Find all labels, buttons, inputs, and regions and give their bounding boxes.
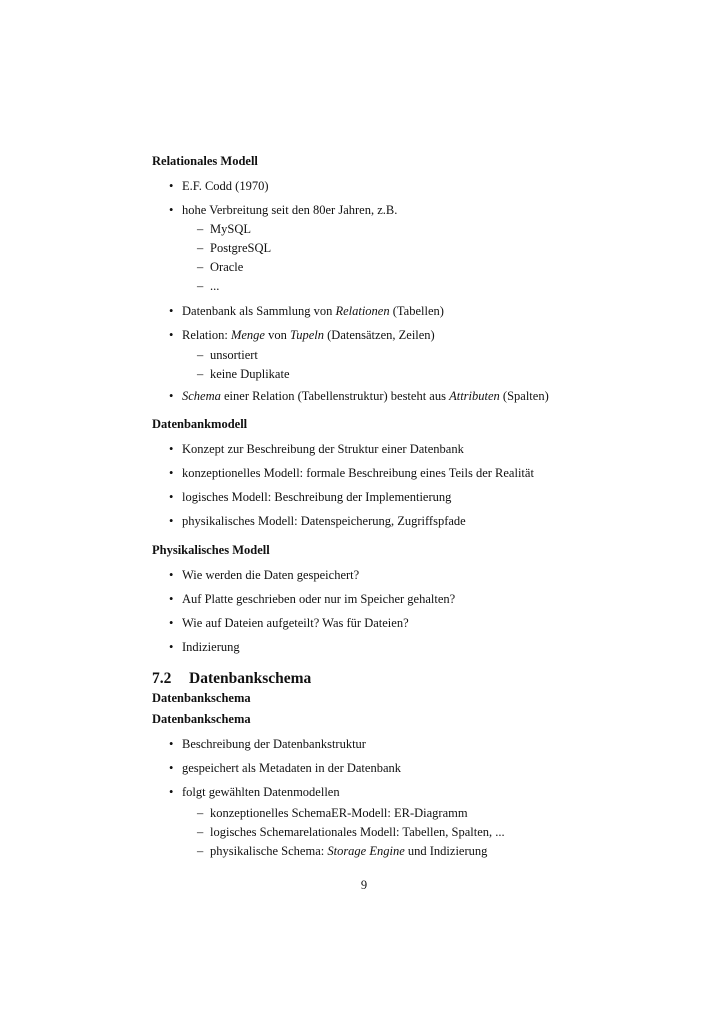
datenbankmodell-list <box>152 441 592 529</box>
dash-icon: – <box>197 241 204 255</box>
list-item: • konzeptionelles Modell: formale Beschreibung eines Teils der Realität <box>169 466 534 480</box>
dash-icon: – <box>197 222 204 236</box>
bullet-icon: • <box>169 785 174 799</box>
bullet-icon: • <box>169 203 174 217</box>
list-item: • gespeichert als Metadaten in der Datenbank <box>169 761 402 775</box>
relation-properties-list <box>182 347 592 385</box>
bullet-icon: • <box>169 616 174 630</box>
bullet-icon: • <box>169 304 174 318</box>
list-item: • Indizierung <box>169 640 240 654</box>
dash-icon: – <box>197 367 204 381</box>
list-item: • physikalisches Modell: Datenspeicherung, Zugriffspfade <box>169 514 466 528</box>
bullet-icon: • <box>169 442 174 456</box>
relational-list <box>152 178 592 404</box>
list-item: • folgt gewählten Datenmodellen – konzeptionelles SchemaER-Modell: ER-Diagramm – logisches Schemarelationales Modell: Tabellen, Spalten, ... – physikalische Schema: Storage Engine und Indizierung <box>152 784 592 862</box>
list-item: • Datenbank als Sammlung von Relationen (Tabellen) <box>169 304 444 318</box>
list-item: • Wie auf Dateien aufgeteilt? Was für Dateien? <box>169 616 409 630</box>
heading-physikalisches-modell: Physikalisches Modell <box>152 543 270 557</box>
page-number: 9 <box>360 878 368 892</box>
schema-list <box>152 736 592 862</box>
page-content <box>152 153 592 862</box>
dash-icon: – <box>197 844 204 858</box>
bullet-icon: • <box>169 737 174 751</box>
list-item: • Wie werden die Daten gespeichert? <box>169 568 360 582</box>
list-item: • Relation: Menge von Tupeln (Datensätzen, Zeilen) – unsortiert – keine Duplikate <box>152 327 592 385</box>
sub-list-item: – physikalische Schema: Storage Engine und Indizierung <box>197 844 488 858</box>
bullet-icon: • <box>169 466 174 480</box>
subheading: Datenbankschema <box>152 691 251 705</box>
list-item: • Konzept zur Beschreibung der Struktur einer Datenbank <box>169 442 464 456</box>
bullet-icon: • <box>169 328 174 342</box>
sub-list-item: – konzeptionelles SchemaER-Modell: ER-Diagramm <box>197 806 468 820</box>
list-item: • Beschreibung der Datenbankstruktur <box>169 737 366 751</box>
sub-list-item: – ... <box>197 279 220 293</box>
sub-list-item: – logisches Schemarelationales Modell: Tabellen, Spalten, ... <box>197 825 505 839</box>
heading-datenbankmodell: Datenbankmodell <box>152 417 248 431</box>
sub-list-item: – Oracle <box>197 260 244 274</box>
sub-list-item: – keine Duplikate <box>197 367 290 381</box>
dash-icon: – <box>197 279 204 293</box>
sub-list-item: – MySQL <box>197 222 251 236</box>
list-item: • logisches Modell: Beschreibung der Implementierung <box>169 490 452 504</box>
sub-list-item: – PostgreSQL <box>197 241 272 255</box>
list-item: • E.F. Codd (1970) <box>169 179 269 193</box>
subheading: Datenbankschema <box>152 712 251 726</box>
bullet-icon: • <box>169 490 174 504</box>
bullet-icon: • <box>169 761 174 775</box>
bullet-icon: • <box>169 568 174 582</box>
bullet-icon: • <box>169 389 174 403</box>
physikalisch-list <box>152 567 592 655</box>
schema-levels-list <box>182 805 592 862</box>
section-heading <box>152 671 592 687</box>
bullet-icon: • <box>169 592 174 606</box>
section-number: 7.2 <box>152 670 172 687</box>
bullet-icon: • <box>169 514 174 528</box>
heading-relational-model: Relationales Modell <box>152 154 258 168</box>
bullet-icon: • <box>169 640 174 654</box>
dash-icon: – <box>197 806 204 820</box>
dash-icon: – <box>197 260 204 274</box>
dash-icon: – <box>197 825 204 839</box>
list-item: • Auf Platte geschrieben oder nur im Speicher gehalten? <box>169 592 456 606</box>
list-item: • hohe Verbreitung seit den 80er Jahren, z.B. – MySQL – PostgreSQL – Oracle – ... <box>152 202 592 297</box>
sub-list-item: – unsortiert <box>197 348 258 362</box>
db-examples-list <box>182 221 592 297</box>
dash-icon: – <box>197 348 204 362</box>
section-title: Datenbankschema <box>189 670 312 687</box>
bullet-icon: • <box>169 179 174 193</box>
list-item: • Schema einer Relation (Tabellenstruktur) besteht aus Attributen (Spalten) <box>169 389 549 403</box>
